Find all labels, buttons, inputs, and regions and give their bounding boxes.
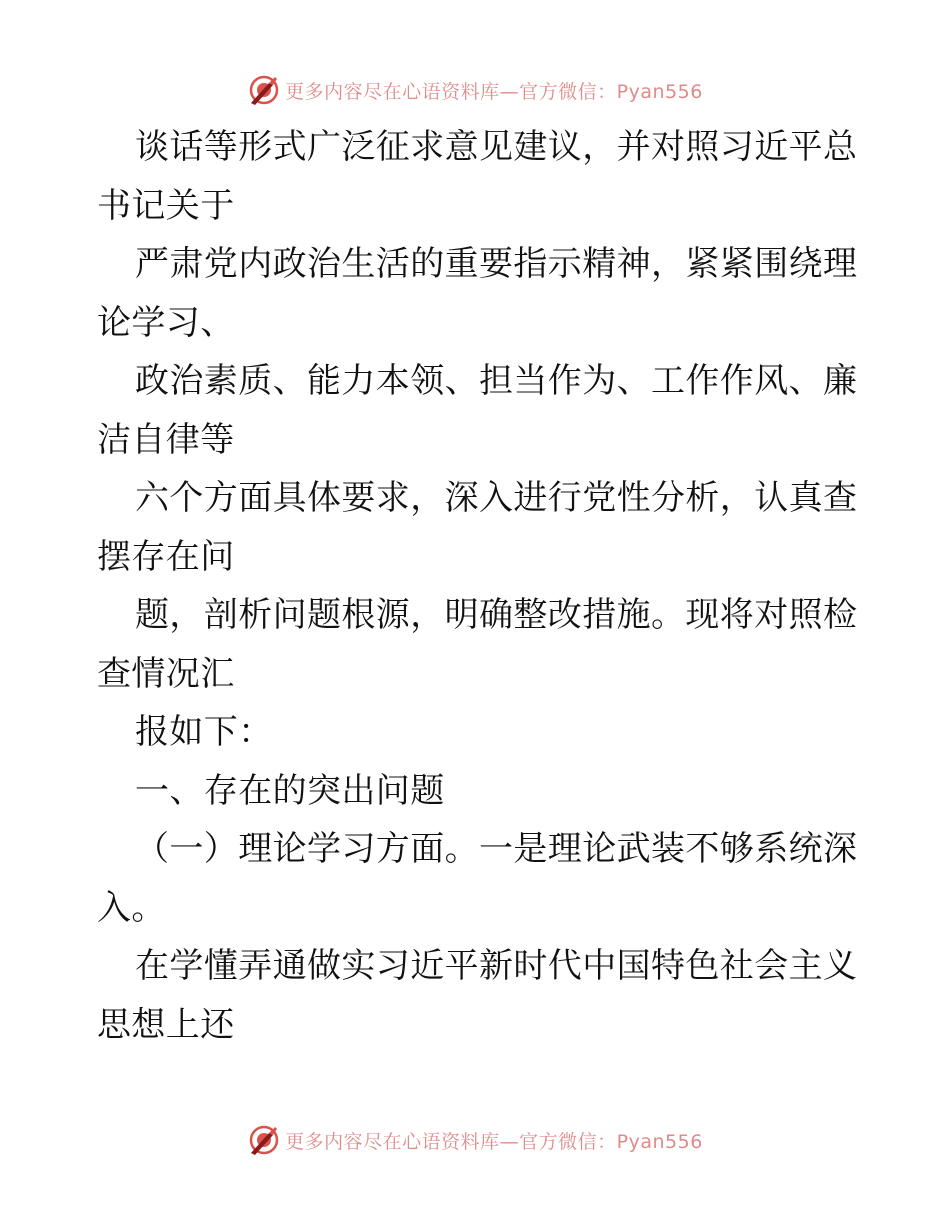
body-line: 谈话等形式广泛征求意见建议，并对照习近平总 bbox=[135, 127, 858, 167]
header-watermark bbox=[0, 70, 950, 110]
watermark-text: 更多内容尽在心语资料库—官方微信：Pyan556 bbox=[285, 80, 703, 103]
document-body bbox=[97, 118, 857, 1054]
pen-logo-icon bbox=[247, 73, 281, 107]
body-line: （一）理论学习方面。一是理论武装不够系统深 bbox=[135, 829, 858, 869]
footer-watermark bbox=[0, 1120, 950, 1160]
body-line: 论学习、 bbox=[97, 302, 235, 343]
body-line: 摆存在问 bbox=[97, 536, 235, 577]
body-line: 政治素质、能力本领、担当作为、工作作风、廉 bbox=[135, 361, 858, 401]
body-line: 六个方面具体要求，深入进行党性分析，认真查 bbox=[135, 478, 858, 518]
body-line: 查情况汇 bbox=[97, 653, 235, 694]
watermark-text: 更多内容尽在心语资料库—官方微信：Pyan556 bbox=[285, 1130, 703, 1153]
body-line: 题，剖析问题根源，明确整改措施。现将对照检 bbox=[135, 595, 858, 635]
body-line: 入。 bbox=[97, 887, 166, 928]
body-line: 在学懂弄通做实习近平新时代中国特色社会主义 bbox=[135, 946, 858, 986]
body-line: 报如下： bbox=[135, 712, 273, 752]
section-heading: 一、存在的突出问题 bbox=[135, 770, 445, 811]
body-line: 书记关于 bbox=[97, 185, 235, 226]
body-line: 洁自律等 bbox=[97, 419, 235, 460]
body-line: 思想上还 bbox=[97, 1004, 235, 1045]
body-line: 严肃党内政治生活的重要指示精神，紧紧围绕理 bbox=[135, 244, 858, 284]
pen-logo-icon bbox=[247, 1123, 281, 1157]
